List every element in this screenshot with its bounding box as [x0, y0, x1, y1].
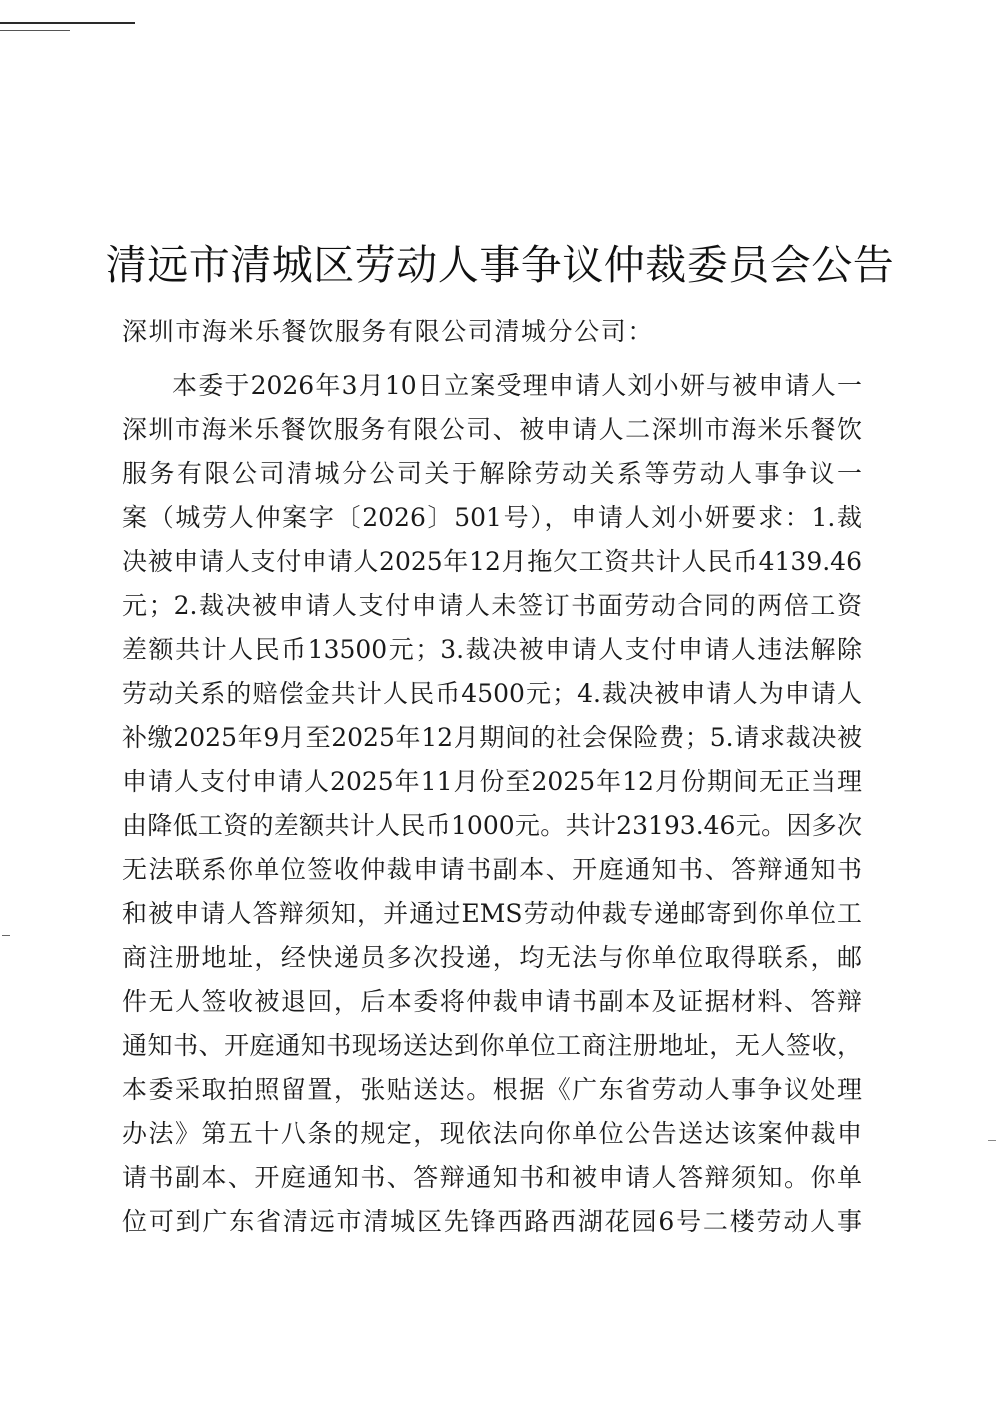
body-line: 商注册地址，经快递员多次投递，均无法与你单位取得联系，邮: [122, 943, 862, 972]
body-line: 差额共计人民币13500元；3.裁决被申请人支付申请人违法解除: [122, 635, 862, 664]
body-line: 劳动关系的赔偿金共计人民币4500元；4.裁决被申请人为申请人: [122, 679, 862, 708]
scan-artifact-line: [0, 30, 70, 31]
scan-artifact-line: [0, 22, 135, 24]
body-line: 件无人签收被退回，后本委将仲裁申请书副本及证据材料、答辩: [122, 987, 862, 1016]
body-line: 补缴2025年9月至2025年12月期间的社会保险费；5.请求裁决被: [122, 723, 862, 752]
scan-artifact-dot: [988, 1140, 996, 1141]
body-line: 深圳市海米乐餐饮服务有限公司、被申请人二深圳市海米乐餐饮: [122, 415, 862, 444]
body-line: 本委采取拍照留置，张贴送达。根据《广东省劳动人事争议处理: [122, 1075, 862, 1104]
body-line: 由降低工资的差额共计人民币1000元。共计23193.46元。因多次: [122, 811, 862, 840]
addressee: 深圳市海米乐餐饮服务有限公司清城分公司：: [122, 317, 655, 346]
body-line: 无法联系你单位签收仲裁申请书副本、开庭通知书、答辩通知书: [122, 855, 862, 884]
document-title: 清远市清城区劳动人事争议仲裁委员会公告: [105, 241, 895, 289]
body-line: 元；2.裁决被申请人支付申请人未签订书面劳动合同的两倍工资: [122, 591, 862, 620]
body-line: 办法》第五十八条的规定，现依法向你单位公告送达该案仲裁申: [122, 1119, 862, 1148]
body-line: 位可到广东省清远市清城区先锋西路西湖花园6号二楼劳动人事: [122, 1207, 862, 1236]
body-line: 申请人支付申请人2025年11月份至2025年12月份期间无正当理: [122, 767, 862, 796]
body-line: 案（城劳人仲案字〔2026〕501号），申请人刘小妍要求：1.裁: [122, 503, 862, 532]
body-line: 通知书、开庭通知书现场送达到你单位工商注册地址，无人签收，: [122, 1031, 862, 1060]
scan-artifact-dot: [2, 935, 10, 936]
body-line: 本委于2026年3月10日立案受理申请人刘小妍与被申请人一: [172, 371, 862, 400]
body-line: 请书副本、开庭通知书、答辩通知书和被申请人答辩须知。你单: [122, 1163, 862, 1192]
body-line: 和被申请人答辩须知，并通过EMS劳动仲裁专递邮寄到你单位工: [122, 899, 862, 928]
body-line: 服务有限公司清城分公司关于解除劳动关系等劳动人事争议一: [122, 459, 862, 488]
body-line: 决被申请人支付申请人2025年12月拖欠工资共计人民币4139.46: [122, 547, 862, 576]
